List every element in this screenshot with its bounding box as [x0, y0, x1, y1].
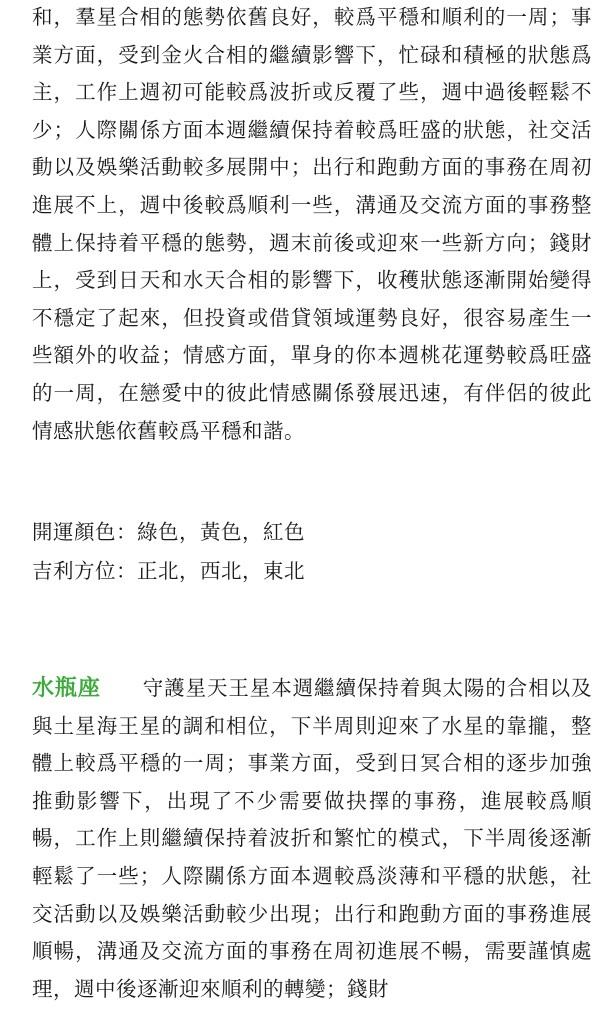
- lucky-direction: 吉利方位：正北，西北，東北: [32, 559, 305, 583]
- aquarius-section: [32, 670, 592, 1008]
- sign-title-aquarius: 水瓶座: [32, 676, 101, 701]
- aquarius-paragraph: [32, 670, 592, 1008]
- lucky-colors: 開運顏色：綠色，黃色，紅色: [32, 520, 305, 544]
- aquarius-body: 守護星天王星本週繼續保持着與太陽的合相以及與土星海王星的調和相位，下半周則迎來了水星的靠攏，整體上較爲平穩的一周；事業方面，受到日冥合相的逐步加強推動影響下，出現了不少需要做抉擇的事務，進展較爲順暢，工作上則繼續保持着波折和繁忙的模式，下半周後逐漸輕鬆了一些；人際關係方面本週較爲淡薄和平穩的狀態，社交活動以及娛樂活動較少出現；出行和跑動方面的事務進展順暢，溝通及交流方面的事務在周初進展不暢，需要謹慎處理，週中後逐漸迎來順利的轉變；錢財: [32, 676, 592, 1001]
- previous-sign-paragraph: 和，羣星合相的態勢依舊良好，較爲平穩和順利的一周；事業方面，受到金火合相的繼續影響下，忙碌和積極的狀態爲主，工作上週初可能較爲波折或反覆了些，週中過後輕鬆不少；人際關係方面本週繼續保持着較爲旺盛的狀態，社交活動以及娛樂活動較多展開中；出行和跑動方面的事務在周初進展不上，週中後較爲順利一些，溝通及交流方面的事務整體上保持着平穩的態勢，週末前後或迎來一些新方向；錢財上，受到日天和水天合相的影響下，收穫狀態逐漸開始變得不穩定了起來，但投資或借貸領域運勢良好，很容易產生一些額外的收益；情感方面，單身的你本週桃花運勢較爲旺盛的一周，在戀愛中的彼此情感關係發展迅速，有伴侶的彼此情感狀態依舊較爲平穩和諧。: [32, 5, 592, 443]
